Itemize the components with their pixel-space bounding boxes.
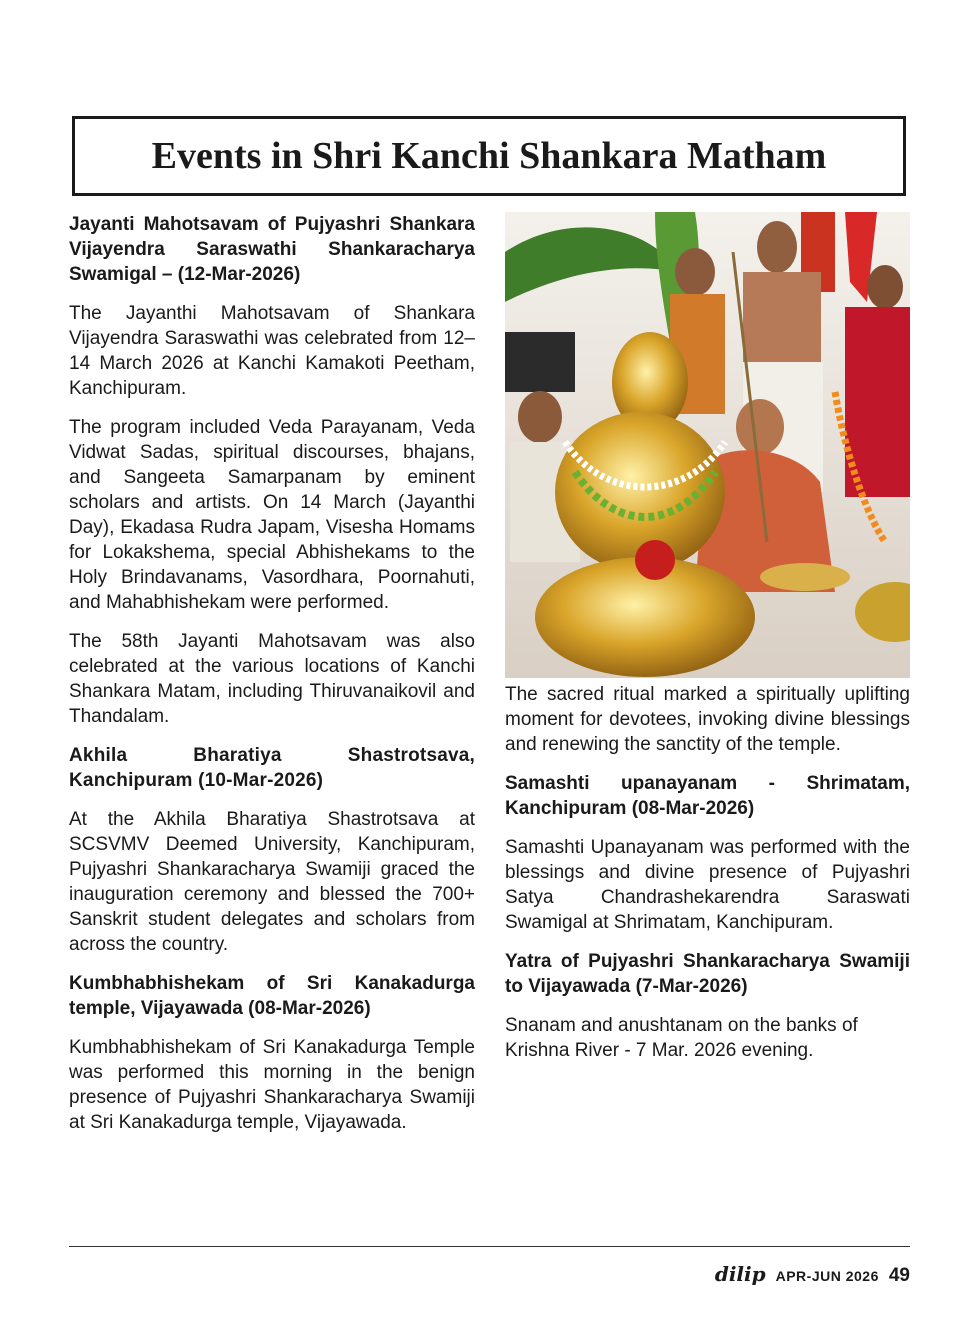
title-box — [72, 116, 906, 196]
paragraph: Samashti Upanayanam was performed with the blessings and divine presence of Pujyashri Satya Chandrashekarendra Saraswati Swamigal at Shrimatam, Kanchipuram. — [505, 837, 910, 933]
section-heading-kumbhabhishekam: Kumbhabhishekam of Sri Kanakadurga temple, Vijayawada (08-Mar-2026) — [69, 973, 475, 1019]
paragraph: Kumbhabhishekam of Sri Kanakadurga Temple was performed this morning in the benign presence of Pujyashri Shankaracharya Swamiji at Sri Kanakadurga temple, Vijayawada. — [69, 1037, 475, 1133]
paragraph: At the Akhila Bharatiya Shastrotsava at SCSVMV Deemed University, Kanchipuram, Pujyashri Shankaracharya Swamiji graced the inauguration ceremony and blessed the 700+ Sanskrit student delegates and scholars from across the country. — [69, 809, 475, 955]
ritual-photo — [505, 212, 910, 678]
paragraph: Snanam and anushtanam on the banks of Krishna River - 7 Mar. 2026 evening. — [505, 1015, 858, 1061]
section-heading-yatra: Yatra of Pujyashri Shankaracharya Swamiji to Vijayawada (7-Mar-2026) — [505, 951, 910, 997]
paragraph: The 58th Jayanti Mahotsavam was also celebrated at the various locations of Kanchi Shankara Matam, including Thiruvanaikovil and Thandalam. — [69, 631, 475, 727]
section-heading-jayanti: Jayanti Mahotsavam of Pujyashri Shankara Vijayendra Saraswathi Shankaracharya Swamigal – (12-Mar-2026) — [69, 214, 475, 285]
page-number: 49 — [888, 1265, 910, 1286]
right-column — [505, 212, 910, 1077]
paragraph: The program included Veda Parayanam, Veda Vidwat Sadas, spiritual discourses, bhajans, and Sangeeta Samarpanam by eminent scholars and artists. On 14 March (Jayanthi Day), Ekadasa Rudra Japam, Visesha Homams for Lokakshema, special Abhishekams to the Holy Brindavanams, Vasordhara, Poornahuti, and Mahabhishekam were performed. — [69, 417, 475, 613]
magazine-logo: dilip — [714, 1262, 766, 1286]
issue-label: APR-JUN 2026 — [775, 1268, 879, 1284]
page-title: Events in Shri Kanchi Shankara Matham — [151, 135, 827, 177]
photo-caption: The sacred ritual marked a spiritually uplifting moment for devotees, invoking divine blessings and renewing the sanctity of the temple. — [505, 684, 910, 755]
paragraph: The Jayanthi Mahotsavam of Shankara Vijayendra Saraswathi was celebrated from 12–14 March 2026 at Kanchi Kamakoti Peetham, Kanchipuram. — [69, 303, 475, 399]
section-heading-upanayanam: Samashti upanayanam - Shrimatam, Kanchipuram (08-Mar-2026) — [505, 773, 910, 819]
footer — [715, 1262, 910, 1287]
section-heading-shastrotsava: Akhila Bharatiya Shastrotsava, Kanchipuram (10-Mar-2026) — [69, 745, 475, 791]
footer-divider — [69, 1246, 910, 1247]
left-column — [69, 212, 475, 1149]
